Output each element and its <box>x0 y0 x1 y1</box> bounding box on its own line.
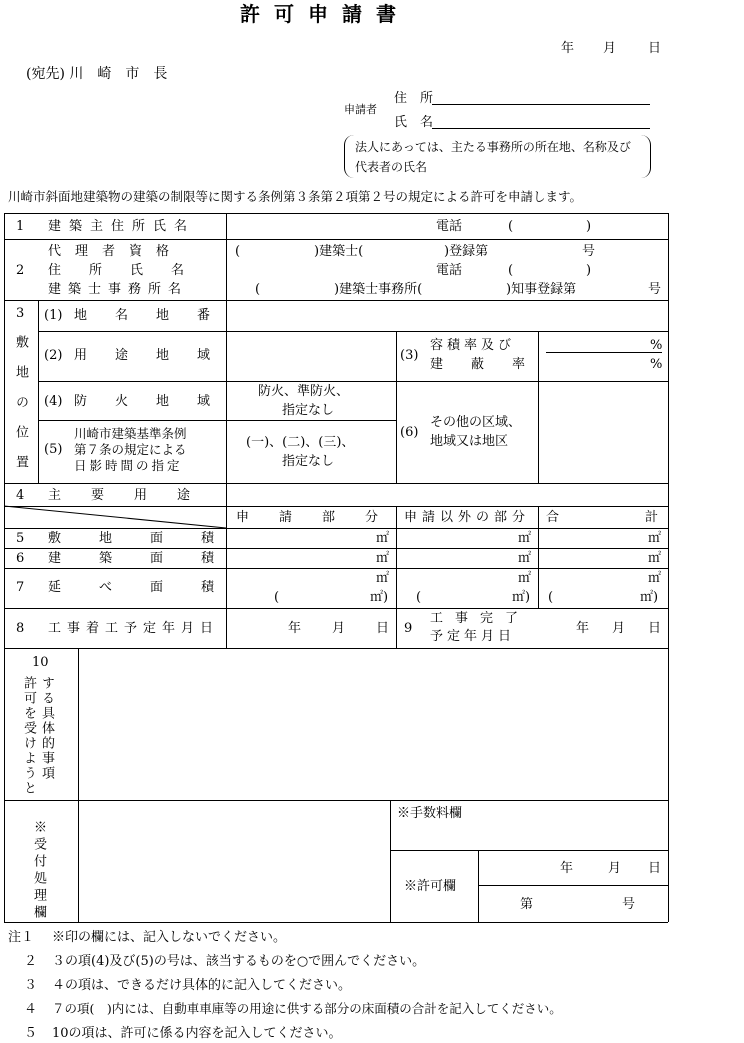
note-1-text: ※印の欄には、記入しないでください。 <box>52 930 287 945</box>
row2-l1-open: ( <box>235 244 241 259</box>
row3-s3-label-b: 建蔽率 <box>430 357 554 372</box>
fee-label: ※手数料欄 <box>397 806 463 821</box>
applicant-address-field[interactable] <box>432 104 650 105</box>
row8-day: 日 <box>376 621 390 636</box>
row3-s5-label-c: 日影時間の指定 <box>74 458 183 473</box>
permit-no-prefix: 第 <box>520 897 534 912</box>
row3-s4-num: (4) <box>44 394 63 409</box>
note-4-num: ４ <box>24 1002 38 1017</box>
row7-label: 延べ面積 <box>48 580 253 595</box>
row6-label: 建築面積 <box>48 551 253 566</box>
row2-number: 2 <box>16 263 25 278</box>
row3-s6-num: (6) <box>400 425 419 440</box>
permit-day: 日 <box>648 861 662 876</box>
reception-field[interactable] <box>79 801 389 921</box>
row2-l3-open: ( <box>255 282 261 297</box>
row2-l1-registration: )登録第 <box>444 244 489 259</box>
application-statement: 川崎市斜面地建築物の建築の制限等に関する条例第３条第２項第２号の規定による許可を申請します。 <box>8 189 583 204</box>
permit-label: ※許可欄 <box>404 879 457 894</box>
row8-label: 工事着工予定年月日 <box>48 621 220 636</box>
permit-year: 年 <box>560 861 574 876</box>
row1-number: 1 <box>16 219 25 234</box>
note-2-text: ３の項(4)及び(5)の号は、該当するものを○で囲んでください。 <box>52 954 426 969</box>
date-month: 月 <box>603 41 617 56</box>
header-total: 合計 <box>546 510 744 525</box>
row3-s3-pct1: % <box>650 338 663 353</box>
row1-value-field[interactable] <box>227 214 667 238</box>
row7-number: 7 <box>16 580 25 595</box>
note-3-num: ３ <box>24 978 38 993</box>
corporate-note-line2: 代表者の氏名 <box>355 160 428 174</box>
row5-unit-other: ㎡ <box>518 531 532 546</box>
reception-label: ※受付処理欄 <box>31 820 46 922</box>
row3-s2-field[interactable] <box>227 332 395 380</box>
applicant-name-label: 氏 名 <box>394 115 434 130</box>
row1-phone-label: 電話 <box>436 219 463 234</box>
row3-s4-opt-b[interactable]: 指定なし <box>282 403 335 418</box>
header-other-part: 申請以外の部分 <box>404 510 531 525</box>
permit-month: 月 <box>608 861 622 876</box>
addressee: (宛先) 川 崎 市 長 <box>26 66 168 82</box>
row7-applied-paren-close: ㎡) <box>370 590 389 605</box>
date-year: 年 <box>561 41 575 56</box>
row3-s5-label-a: 川崎市建築基準条例 <box>74 426 187 441</box>
row3-s1-num: (1) <box>44 308 63 323</box>
row9-label-a: 工事完了 <box>430 611 531 626</box>
diagonal-divider <box>4 506 226 528</box>
row10-field[interactable] <box>79 649 667 799</box>
row3-s3-pct2: % <box>650 357 663 372</box>
row3-s5-opt-b[interactable]: 指定なし <box>282 454 335 469</box>
row3-s5-label-b: 第７条の規定による <box>74 442 187 457</box>
row3-s4-opt-a[interactable]: 防火、準防火、 <box>258 384 350 399</box>
row3-s1-field[interactable] <box>227 301 667 330</box>
note-2-num: ２ <box>24 954 38 969</box>
note-3-text: ４の項は、できるだけ具体的に記入してください。 <box>52 978 352 993</box>
row2-phone-open: ( <box>508 263 514 278</box>
row3-s5-opt-a[interactable]: (一)、(二)、(三)、 <box>246 435 355 450</box>
row6-unit-total: ㎡ <box>648 551 662 566</box>
row10-number: 10 <box>32 655 49 670</box>
corporate-note-line1: 法人にあっては、主たる事務所の所在地、名称及び <box>355 140 631 154</box>
row6-unit-applied: ㎡ <box>376 551 390 566</box>
note-1-num: 注１ <box>8 930 35 945</box>
row7-other-paren-close: ㎡) <box>512 590 531 605</box>
row4-number: 4 <box>16 488 25 503</box>
row9-day: 日 <box>648 621 662 636</box>
row7-applied-paren-open: ( <box>274 590 280 605</box>
row7-unit-other: ㎡ <box>518 571 532 586</box>
row6-unit-other: ㎡ <box>518 551 532 566</box>
row2-label-address-name: 住所氏名 <box>48 263 213 278</box>
row3-s3-num: (3) <box>400 348 419 363</box>
row3-s6-label-a: その他の区域、 <box>430 415 522 430</box>
row2-phone-label: 電話 <box>436 263 463 278</box>
row5-unit-total: ㎡ <box>648 531 662 546</box>
row4-field[interactable] <box>227 484 667 505</box>
row7-other-paren-open: ( <box>416 590 422 605</box>
row7-total-paren-open: ( <box>548 590 554 605</box>
row4-label: 主要用途 <box>48 488 221 503</box>
row1-phone-open: ( <box>508 219 514 234</box>
note-4-text: ７の項( )内には、自動車車庫等の用途に供する部分の床面積の合計を記入してください。 <box>52 1001 562 1016</box>
row9-month: 月 <box>612 621 626 636</box>
row9-number: 9 <box>404 621 413 636</box>
row7-total-paren-close: ㎡) <box>640 590 659 605</box>
header-applied-part: 申請部分 <box>236 510 409 525</box>
row8-number: 8 <box>16 621 25 636</box>
row2-label-qualification: 代理者資格 <box>48 244 184 259</box>
note-5-text: 10の項は、許可に係る内容を記入してください。 <box>52 1026 342 1041</box>
date-day: 日 <box>648 41 662 56</box>
row7-unit-total: ㎡ <box>648 571 662 586</box>
row9-label-b: 予定年月日 <box>430 629 516 644</box>
row2-l3-governor-reg: )知事登録第 <box>506 282 577 297</box>
row2-l3-office: )建築士事務所( <box>334 282 423 297</box>
row3-s4-label: 防火地域 <box>74 394 239 409</box>
row5-unit-applied: ㎡ <box>376 531 390 546</box>
row2-l3-number: 号 <box>648 282 662 297</box>
applicant-label: 申請者 <box>344 103 377 116</box>
row3-side-label: 敷地の位置 <box>13 335 28 485</box>
row3-s2-num: (2) <box>44 348 63 363</box>
row3-s6-label-b: 地域又は地区 <box>430 434 509 449</box>
row3-s6-field[interactable] <box>539 382 667 482</box>
row6-number: 6 <box>16 551 25 566</box>
row8-month: 月 <box>332 621 346 636</box>
row3-s5-num: (5) <box>44 442 63 457</box>
row10-label-right: する具体的事項 <box>39 676 54 781</box>
row9-year: 年 <box>576 621 590 636</box>
row8-year: 年 <box>288 621 302 636</box>
row7-unit-applied: ㎡ <box>376 571 390 586</box>
page-title: 許可申請書 <box>240 2 410 26</box>
row10-label-left: 許可を受けようと <box>21 676 36 796</box>
row3-s3-label-a: 容積率及び <box>430 338 516 353</box>
applicant-name-field[interactable] <box>432 128 650 129</box>
row1-label: 建築主住所氏名 <box>48 219 196 234</box>
row5-number: 5 <box>16 531 25 546</box>
row3-s2-label: 用途地域 <box>74 348 239 363</box>
row2-l1-architect: )建築士( <box>314 244 364 259</box>
note-5-num: ５ <box>24 1026 38 1041</box>
row2-label-office: 建築士事務所名 <box>48 282 189 297</box>
row2-phone-close: ) <box>586 263 592 278</box>
row3-s1-label: 地名地番 <box>74 308 239 323</box>
applicant-address-label: 住 所 <box>394 91 434 106</box>
row2-l1-number: 号 <box>582 244 596 259</box>
row5-label: 敷地面積 <box>48 531 253 546</box>
row1-phone-close: ) <box>586 219 592 234</box>
permit-no-suffix: 号 <box>622 897 636 912</box>
row3-number: 3 <box>16 306 25 321</box>
